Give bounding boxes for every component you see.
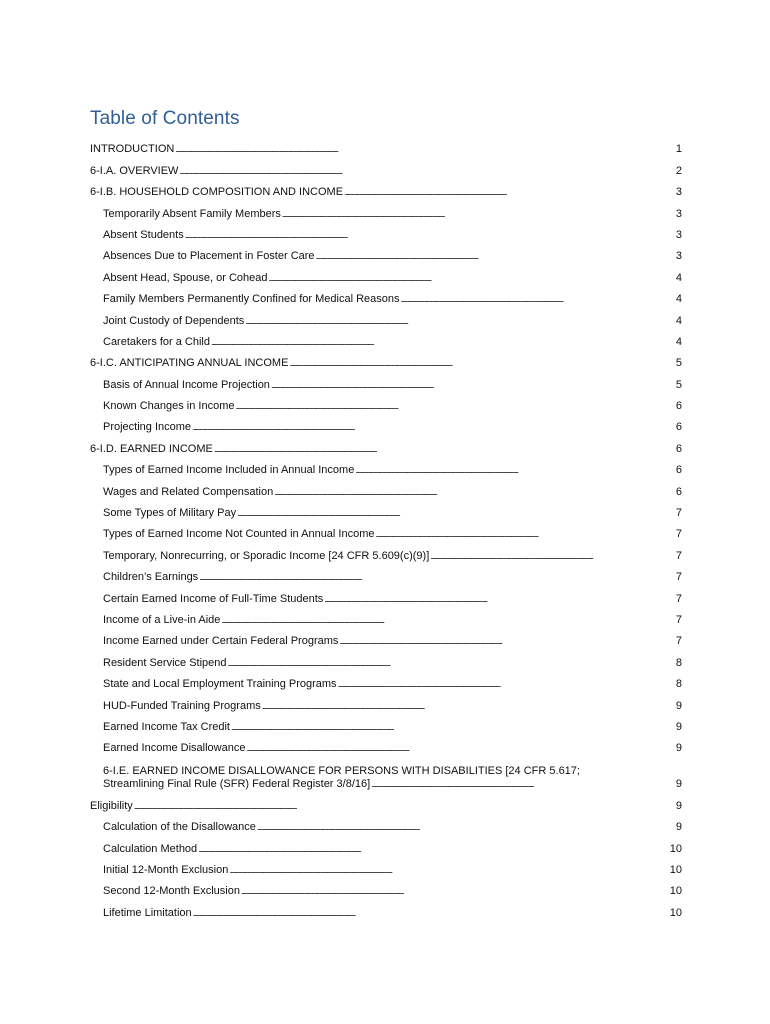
toc-page-number: 7 xyxy=(675,571,682,584)
toc-page-number: 7 xyxy=(675,613,682,626)
toc-entry-label: Projecting Income xyxy=(103,421,192,434)
toc-entry-label: Absent Students xyxy=(103,228,184,241)
toc-entry-label: Children’s Earnings xyxy=(103,571,199,584)
toc-entry[interactable] xyxy=(90,877,682,898)
toc-entry[interactable] xyxy=(90,755,682,791)
toc-page-number: 7 xyxy=(675,528,682,541)
toc-entry-label: Resident Service Stipend xyxy=(103,656,227,669)
toc-entry[interactable] xyxy=(90,221,682,242)
toc-page-number: 5 xyxy=(675,357,682,370)
toc-dot-leader xyxy=(179,165,674,178)
toc-entry[interactable] xyxy=(90,456,682,477)
toc-dot-leader xyxy=(214,443,675,456)
toc-page-number: 6 xyxy=(675,421,682,434)
toc-dot-leader xyxy=(237,507,675,520)
toc-page-number: 4 xyxy=(675,314,682,327)
toc-entry-label: HUD-Funded Training Programs xyxy=(103,699,261,712)
toc-entry-label: Absent Head, Spouse, or Cohead xyxy=(103,271,268,284)
toc-entry-label: Lifetime Limitation xyxy=(103,906,192,919)
toc-entry[interactable] xyxy=(90,413,682,434)
toc-page-number: 5 xyxy=(675,378,682,391)
toc-dot-leader xyxy=(211,336,675,349)
toc-dot-leader xyxy=(371,778,675,791)
toc-entry-label: Certain Earned Income of Full-Time Students xyxy=(103,592,324,605)
toc-entry-label: Temporary, Nonrecurring, or Sporadic Income [24 CFR 5.609(c)(9)] xyxy=(103,549,430,562)
toc-page-number: 9 xyxy=(675,821,682,834)
toc-page-number: 10 xyxy=(669,885,682,898)
toc-entry-label-wrap xyxy=(103,765,682,791)
toc-entry[interactable] xyxy=(90,285,682,306)
toc-dot-leader xyxy=(192,421,675,434)
toc-entry[interactable] xyxy=(90,178,682,199)
toc-entry-label: INTRODUCTION xyxy=(90,143,175,156)
toc-page-number: 9 xyxy=(675,720,682,733)
toc-page-number: 9 xyxy=(675,778,682,791)
toc-dot-leader xyxy=(198,843,669,856)
toc-entry-label: Earned Income Tax Credit xyxy=(103,720,230,733)
toc-dot-leader xyxy=(235,400,674,413)
toc-dot-leader xyxy=(289,357,674,370)
toc-entry[interactable] xyxy=(90,898,682,919)
toc-entry[interactable] xyxy=(90,606,682,627)
toc-entry[interactable] xyxy=(90,670,682,691)
toc-page-number: 7 xyxy=(675,549,682,562)
toc-page-number: 2 xyxy=(675,164,682,177)
toc-entry-label: State and Local Employment Training Programs xyxy=(103,678,337,691)
toc-dot-leader xyxy=(231,721,675,734)
toc-page-number: 4 xyxy=(675,271,682,284)
toc-entry[interactable] xyxy=(90,135,682,156)
toc-entry-label: Types of Earned Income Included in Annual Income xyxy=(103,464,355,477)
toc-dot-leader xyxy=(338,678,675,691)
toc-page-number: 8 xyxy=(675,678,682,691)
toc-page-number: 4 xyxy=(675,335,682,348)
toc-entry[interactable] xyxy=(90,477,682,498)
toc-entry-label: Second 12-Month Exclusion xyxy=(103,885,240,898)
toc-entry[interactable] xyxy=(90,199,682,220)
toc-entry-label: Earned Income Disallowance xyxy=(103,742,246,755)
toc-dot-leader xyxy=(257,821,675,834)
toc-dot-leader xyxy=(175,143,675,156)
toc-entry-label: 6-I.B. HOUSEHOLD COMPOSITION AND INCOME xyxy=(90,186,344,199)
toc-dot-leader xyxy=(401,293,675,306)
toc-entry-label: Income Earned under Certain Federal Programs xyxy=(103,635,339,648)
toc-entry-label-line1: 6-I.E. EARNED INCOME DISALLOWANCE FOR PERSONS WITH DISABILITIES [24 CFR 5.617; xyxy=(103,765,580,778)
toc-dot-leader xyxy=(241,885,669,898)
toc-entry-label: Income of a Live-in Aide xyxy=(103,613,221,626)
toc-dot-leader xyxy=(274,486,675,499)
toc-page-number: 7 xyxy=(675,507,682,520)
toc-entry[interactable] xyxy=(90,434,682,455)
toc-entry-label: Wages and Related Compensation xyxy=(103,485,274,498)
toc-entry[interactable] xyxy=(90,541,682,562)
toc-entry-label: Known Changes in Income xyxy=(103,400,235,413)
toc-dot-leader xyxy=(228,657,675,670)
toc-entry-label: Some Types of Military Pay xyxy=(103,507,237,520)
toc-page-number: 6 xyxy=(675,464,682,477)
toc-entry[interactable] xyxy=(90,563,682,584)
toc-page-number: 6 xyxy=(675,485,682,498)
toc-entry[interactable] xyxy=(90,813,682,834)
toc-entry[interactable] xyxy=(90,584,682,605)
toc-entry[interactable] xyxy=(90,263,682,284)
toc-page-number: 3 xyxy=(675,250,682,263)
toc-page-number: 7 xyxy=(675,592,682,605)
toc-dot-leader xyxy=(324,593,675,606)
toc-entry-label-line2: Streamlining Final Rule (SFR) Federal Register 3/8/16] xyxy=(103,778,371,791)
toc-entry-label: Types of Earned Income Not Counted in Annual Income xyxy=(103,528,375,541)
toc-entry[interactable] xyxy=(90,499,682,520)
toc-entry-line2 xyxy=(103,778,682,791)
toc-page-number: 10 xyxy=(669,906,682,919)
toc-dot-leader xyxy=(282,208,675,221)
toc-dot-leader xyxy=(355,464,675,477)
toc-list xyxy=(90,135,682,920)
toc-page-number: 6 xyxy=(675,442,682,455)
toc-page-number: 4 xyxy=(675,293,682,306)
toc-entry-label: Calculation of the Disallowance xyxy=(103,821,256,834)
toc-entry-label: Eligibility xyxy=(90,799,133,812)
toc-page-number: 10 xyxy=(669,863,682,876)
toc-page-number: 9 xyxy=(675,742,682,755)
toc-dot-leader xyxy=(134,800,675,813)
toc-entry[interactable] xyxy=(90,242,682,263)
toc-entry[interactable] xyxy=(90,856,682,877)
toc-page-number: 1 xyxy=(675,143,682,156)
toc-entry-label: 6-I.A. OVERVIEW xyxy=(90,164,179,177)
toc-entry-label: Joint Custody of Dependents xyxy=(103,314,245,327)
toc-title: Table of Contents xyxy=(90,108,240,129)
toc-page-number: 3 xyxy=(675,207,682,220)
toc-page-number: 9 xyxy=(675,799,682,812)
toc-page-number: 9 xyxy=(675,699,682,712)
toc-entry[interactable] xyxy=(90,392,682,413)
toc-page-number: 3 xyxy=(675,228,682,241)
toc-entry[interactable] xyxy=(90,370,682,391)
toc-dot-leader xyxy=(262,700,675,713)
toc-page-number: 6 xyxy=(675,400,682,413)
toc-dot-leader xyxy=(339,635,674,648)
toc-dot-leader xyxy=(229,864,668,877)
toc-dot-leader xyxy=(246,742,674,755)
toc-entry-label: Family Members Permanently Confined for Medical Reasons xyxy=(103,293,400,306)
toc-entry-label: Initial 12-Month Exclusion xyxy=(103,863,229,876)
toc-page-number: 7 xyxy=(675,635,682,648)
toc-dot-leader xyxy=(430,550,675,563)
toc-dot-leader xyxy=(344,186,675,199)
toc-entry-label: 6-I.D. EARNED INCOME xyxy=(90,442,213,455)
toc-dot-leader xyxy=(316,250,675,263)
toc-entry-label: 6-I.C. ANTICIPATING ANNUAL INCOME xyxy=(90,357,289,370)
toc-entry-label: Temporarily Absent Family Members xyxy=(103,207,281,220)
toc-dot-leader xyxy=(193,907,669,920)
toc-entry[interactable] xyxy=(90,648,682,669)
toc-entry[interactable] xyxy=(90,791,682,812)
toc-entry[interactable] xyxy=(90,734,682,755)
toc-entry[interactable] xyxy=(90,627,682,648)
toc-dot-leader xyxy=(271,379,675,392)
toc-dot-leader xyxy=(199,571,675,584)
toc-entry-label: Basis of Annual Income Projection xyxy=(103,378,270,391)
toc-page-number: 8 xyxy=(675,656,682,669)
toc-entry-label: Absences Due to Placement in Foster Care xyxy=(103,250,315,263)
toc-dot-leader xyxy=(245,315,675,328)
toc-entry-label: Caretakers for a Child xyxy=(103,335,210,348)
toc-entry[interactable] xyxy=(90,306,682,327)
toc-dot-leader xyxy=(221,614,674,627)
toc-entry[interactable] xyxy=(90,691,682,712)
toc-page-number: 10 xyxy=(669,842,682,855)
toc-page-number: 3 xyxy=(675,186,682,199)
toc-entry[interactable] xyxy=(90,349,682,370)
toc-dot-leader xyxy=(269,272,675,285)
toc-entry-label: Calculation Method xyxy=(103,842,198,855)
toc-entry[interactable] xyxy=(90,834,682,855)
toc-dot-leader xyxy=(185,229,675,242)
toc-entry[interactable] xyxy=(90,520,682,541)
toc-entry[interactable] xyxy=(90,328,682,349)
toc-dot-leader xyxy=(376,528,675,541)
toc-entry[interactable] xyxy=(90,713,682,734)
toc-entry[interactable] xyxy=(90,156,682,177)
